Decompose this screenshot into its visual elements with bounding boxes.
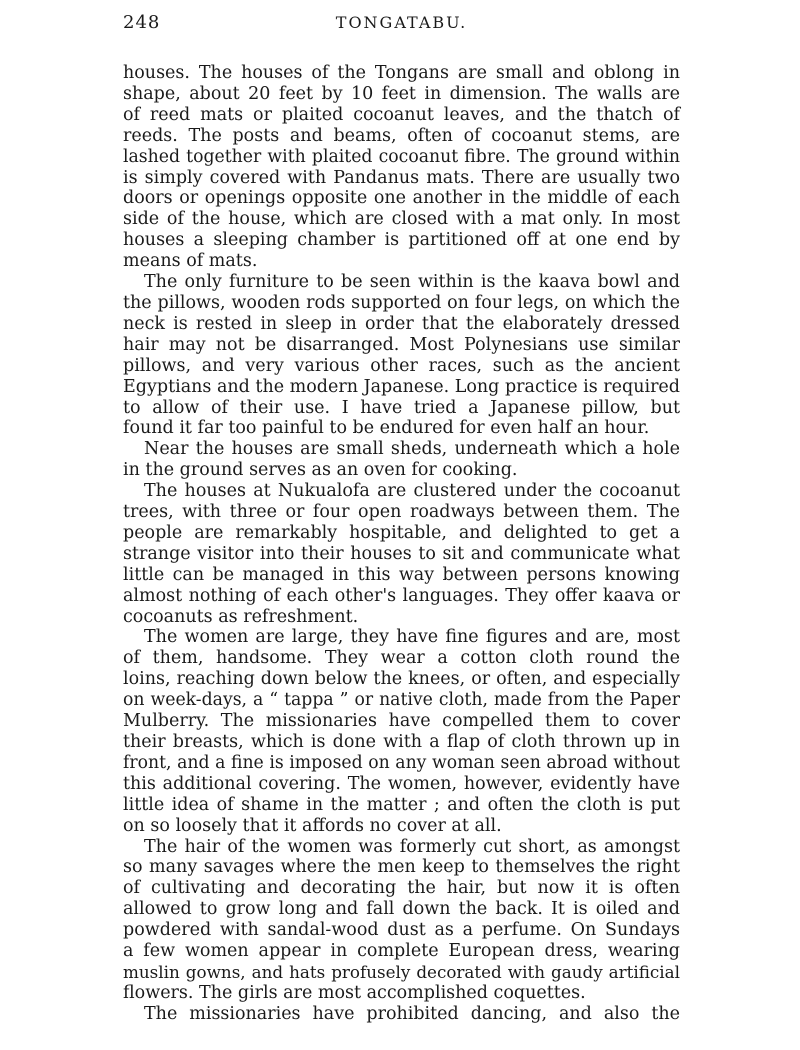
paragraph (123, 627, 680, 836)
running-head: TONGATABU. (335, 13, 468, 32)
text-line: strange visitor into their houses to sit and communicate what (123, 543, 680, 564)
text-line: loins, reaching down below the knees, or often, and especially (123, 669, 680, 690)
text-line: almost nothing of each other's languages. They offer kaava or (123, 585, 680, 606)
text-line: found it far too painful to be endured for even half an hour. (123, 418, 650, 439)
text-line: The missionaries have prohibited dancing, and also the (144, 1003, 680, 1024)
text-line: pillows, and very various other races, such as the ancient (123, 355, 680, 376)
text-line: reeds. The posts and beams, often of cocoanut stems, are (123, 125, 680, 146)
text-line: side of the house, which are closed with a mat only. In most (123, 209, 680, 230)
text-line: Egyptians and the modern Japanese. Long practice is required (123, 376, 680, 397)
text-line: powdered with sandal-wood dust as a perfume. On Sundays (123, 920, 680, 941)
text-line: so many savages where the men keep to themselves the right (123, 857, 680, 878)
page-number: 248 (123, 12, 161, 33)
text-line: of them, handsome. They wear a cotton cloth round the (123, 648, 680, 669)
paragraph (123, 272, 680, 439)
body-text (123, 63, 680, 1025)
text-line: trees, with three or four open roadways between them. The (123, 502, 680, 523)
text-line: Near the houses are small sheds, underneath which a hole (144, 439, 680, 460)
text-line: flowers. The girls are most accomplished coquettes. (123, 982, 586, 1003)
text-line: of cultivating and decorating the hair, but now it is often (123, 878, 680, 899)
text-line: muslin gowns, and hats profusely decorated with gaudy artificial (123, 961, 680, 982)
text-line: little can be managed in this way between persons knowing (123, 564, 680, 585)
text-line: means of mats. (123, 251, 258, 272)
text-line: hair may not be disarranged. Most Polynesians use similar (123, 334, 680, 355)
text-line: doors or openings opposite one another in the middle of each (123, 188, 680, 209)
text-line: to allow of their use. I have tried a Japanese pillow, but (123, 397, 680, 418)
text-line: the pillows, wooden rods supported on four legs, on which the (123, 292, 680, 313)
text-line: allowed to grow long and fall down the back. It is oiled and (123, 899, 680, 920)
paragraph (123, 1004, 680, 1025)
text-line: neck is rested in sleep in order that the elaborately dressed (123, 313, 680, 334)
text-line: lashed together with plaited cocoanut fibre. The ground within (123, 146, 680, 167)
text-line: houses a sleeping chamber is partitioned off at one end by (123, 230, 680, 251)
text-line: houses. The houses of the Tongans are small and oblong in (123, 63, 680, 83)
text-line: this additional covering. The women, however, evidently have (123, 773, 680, 794)
text-line: The houses at Nukualofa are clustered under the cocoanut (144, 481, 680, 502)
paragraph (123, 439, 680, 481)
text-line: The hair of the women was formerly cut short, as amongst (144, 836, 680, 857)
text-line: The women are large, they have fine figures and are, most (144, 627, 680, 648)
text-line: front, and a fine is imposed on any woman seen abroad without (123, 752, 680, 773)
text-line: is simply covered with Pandanus mats. There are usually two (123, 167, 680, 188)
paragraph (123, 63, 680, 272)
text-line: The only furniture to be seen within is the kaava bowl and (144, 272, 680, 293)
text-line: their breasts, which is done with a flap of cloth thrown up in (123, 732, 680, 752)
text-line: of reed mats or plaited cocoanut leaves, and the thatch of (123, 104, 680, 125)
page-header (123, 13, 680, 37)
text-line: little idea of shame in the matter ; and often the cloth is put (123, 794, 680, 815)
text-line: shape, about 20 feet by 10 feet in dimension. The walls are (123, 83, 680, 104)
text-line: a few women appear in complete European dress, wearing (123, 941, 680, 962)
paragraph (123, 837, 680, 1004)
text-line: on so loosely that it affords no cover at all. (123, 815, 502, 836)
text-line: people are remarkably hospitable, and delighted to get a (123, 522, 680, 543)
text-line: cocoanuts as refreshment. (123, 606, 359, 627)
paragraph (123, 481, 680, 627)
text-line: in the ground serves as an oven for cooking. (123, 460, 518, 481)
text-line: Mulberry. The missionaries have compelled them to cover (123, 711, 680, 732)
text-line: on week-days, a “ tappa ” or native cloth, made from the Paper (123, 690, 680, 711)
